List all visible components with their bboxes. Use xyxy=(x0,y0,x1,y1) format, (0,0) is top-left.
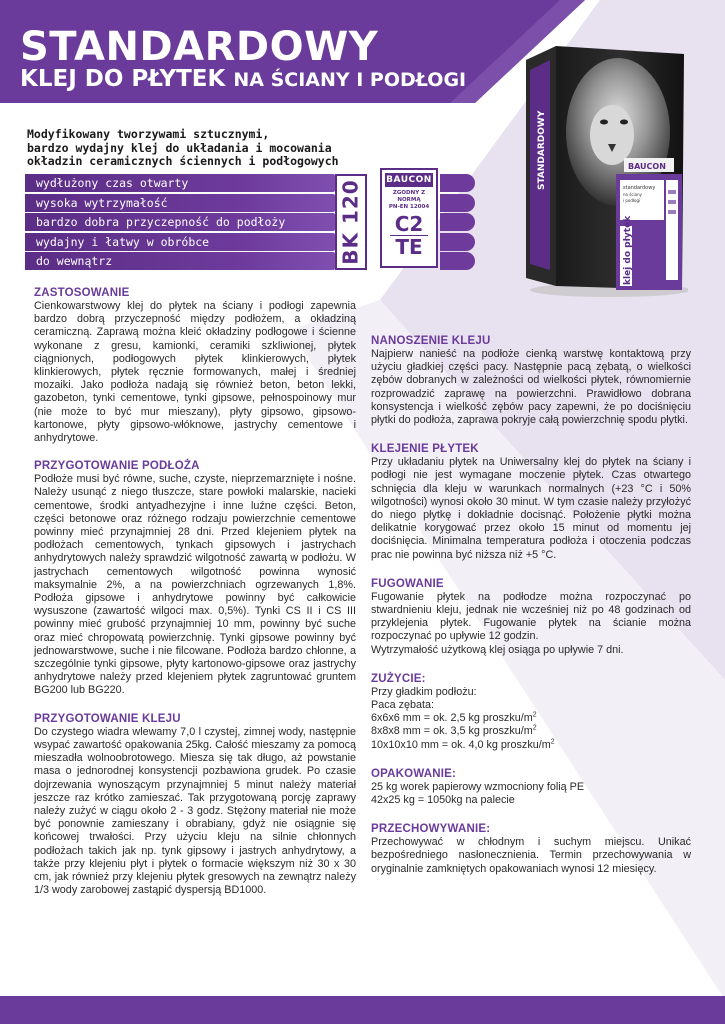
usage-line: 6x6x6 mm = ok. 2,5 kg proszku/$m^2$ xyxy=(371,711,537,725)
page-title: STANDARDOWY xyxy=(20,24,379,70)
section-heading: OPAKOWANIE: xyxy=(371,767,457,780)
section-zastosowanie xyxy=(34,286,356,445)
feature-item: do wewnątrz xyxy=(25,252,335,270)
norm-certificate-box xyxy=(380,168,438,268)
section-heading: ZASTOSOWANIE xyxy=(34,287,130,299)
page-subtitle xyxy=(20,66,466,93)
usage-line: 10x10x10 mm = ok. 4,0 kg proszku/$m^2$ xyxy=(371,738,555,751)
feature-item: wydłużony czas otwarty xyxy=(25,174,335,192)
page-header xyxy=(20,26,466,93)
intro-text xyxy=(27,128,357,169)
packaging-line: 25 kg worek papierowy wzmocniony folią PE xyxy=(371,780,585,793)
section-nanoszenie xyxy=(371,334,691,427)
class-c2: C2 xyxy=(394,212,424,236)
feature-item: wydajny i łatwy w obróbce xyxy=(25,233,335,251)
section-fugowanie xyxy=(371,577,691,657)
bag-brand: BAUCON xyxy=(628,162,666,171)
right-column xyxy=(371,334,691,891)
usage-line: Paca zębata: xyxy=(371,699,435,712)
subtitle-main: KLEJ DO PŁYTEK xyxy=(20,66,226,92)
feature-list xyxy=(25,174,335,272)
section-opakowanie xyxy=(371,767,691,807)
section-text xyxy=(371,781,691,807)
intro-line: bardzo wydajny klej do układania i mocowania xyxy=(27,140,332,155)
section-text xyxy=(371,686,691,752)
bag-small-label: na ściany xyxy=(623,192,643,197)
norm-line: PN-EN 12004 xyxy=(388,204,430,210)
feature-stripes-decor xyxy=(440,174,475,272)
section-text: Podłoże musi być równe, suche, czyste, nieprzemarznięte i nośne. Należy usunąć z niego tłuszcze, stare powłoki malarskie, nacieki cementowe, środki antyadhezyjne i inne luźne części. Beton, części betonowe oraz różnego rodzaju powierzchnie cementowe powinny mieć przynajmniej 28 dni. Przed klejeniem płytek na podłożach cementowych, tynkach gipsowych i jastrychach anhydrytowych należy sprawdzić wilgotność zawartą w podłożu. W jastrychach cementowych wilgotność powinna wynosić maksymalnie 2%, a na powierzchniach ogrzewanych 1,8%. Podłoża gipsowe i anhydrytowe powinny być całkowicie wysuszone (zawartość wilgoci max. 0,5%). Tynki CS II i CS III powinny mieć grubość przynajmniej 10 mm, powinny być suche oraz mieć chropowatą powierzchnię. Tynki gipsowe powinny być jednowarstwowe, suche i nie filcowane. Podłoża bardzo chłonne, a szczególnie tynki gipsowe, płyty kartonowo-gipsowe oraz jastrychy anhydrytowe należy przed klejeniem płytek zagruntować gruntem BG200 lub BG220. xyxy=(34,473,356,697)
section-text: Wytrzymałość użytkową klej osiąga po upływie 7 dni. xyxy=(371,643,624,656)
norm-line: ZGODNY Z NORMĄ xyxy=(392,190,426,203)
section-heading: PRZYGOTOWANIE PODŁOŻA xyxy=(34,460,200,473)
packaging-line: 42x25 kg = 1050kg na palecie xyxy=(371,794,515,807)
section-heading: PRZECHOWYWANIE: xyxy=(371,823,491,836)
product-code-badge xyxy=(335,174,367,270)
section-przygotowanie-kleju xyxy=(34,712,356,898)
product-bag-image xyxy=(520,40,688,298)
bag-vertical-label: STANDARDOWY xyxy=(537,110,547,190)
usage-line: 8x8x8 mm = ok. 3,5 kg proszku/$m^2$ xyxy=(371,724,537,738)
bag-small-label: i podłogi xyxy=(623,198,641,203)
section-text: Cienkowarstwowy klej do płytek na ściany i podłogi zapewnia bardzo dobrą przyczepność między podłożem, a okładziną ceramiczną. Zaprawą można kleić okładziny podłogowe i ścienne wykonane z gresu, kamionki, ceramiki szkliwionej, płytek ciągnionych, podłogowych płytek klinkierowych, płytek klinkierowych, płytek ręcznie formowanych, małej i średniej mozaiki. Jako podłoża nadają się również beton, beton lekki, gazobeton, tynki cementowe, tynki gipsowe, pełnospoinowy mur (nie może to być mur mieszany), płyty gipsowo, gipsowo-kartonowe, płyty gipsowo-włóknowe, jastrychy cementowe i anhydrytowe. xyxy=(34,300,356,445)
left-column xyxy=(34,286,356,911)
norm-text xyxy=(382,190,436,211)
section-text: Przechowywać w chłodnym i suchym miejscu. Unikać bezpośredniego nasłonecznienia. Termin przechowywania w oryginalnie zamkniętych opakowaniach wynosi 12 miesięcy. xyxy=(371,836,691,875)
section-heading: FUGOWANIE xyxy=(371,577,444,590)
brand-logo: BAUCON xyxy=(386,175,432,185)
class-te: TE xyxy=(390,235,428,258)
section-text: Najpierw nanieść na podłoże cienką warstwę kontaktową przy użyciu gładkiej części pacy. Następnie pacą zębatą, o wielkości zębów dobranych w zależności od wielkości płytek, równomiernie rozprowadzić zaprawę na powierzchni. Prawidłowo dobrana konsystencja i wielkość zębów pacy zapewni, że po dociśnięciu płytki do podłoża, zaprawa pokryje całą powierzchnię spodu płytki. xyxy=(371,348,691,427)
section-text: Do czystego wiadra wlewamy 7,0 l czystej, zimnej wody, następnie wsypać zawartość opakowania 25kg. Całość mieszamy za pomocą mieszadła wolnoobrotowego. Miesza się tak długo, aż powstanie masa o jednorodnej konsystencji pozbawiona grudek. Po czasie dojrzewania wynoszącym przynajmniej 5 minut należy materiał jeszcze raz krótko zamieszać. Tak przygotowaną porcję zaprawy należy zużyć w ciągu około 2 - 3 godz. Stężony materiał nie może być ponownie zamieszany i obrabiany, gdyż nie osiągnie się końcowej trwałości. Przy użyciu kleju na silnie chłonnych podłożach takich jak np. tynk gipsowy i jastrych anhydrytowy, a także przy klejeniu płyt i płytek o formacie większym niż 30 x 30 cm, jak również przy klejeniu płytek gresowych na zewnątrz należy 1/3 wody zarobowej zastąpić dyspersją BD1000. xyxy=(34,725,356,897)
footer-bar xyxy=(0,996,725,1024)
section-heading: ZUŻYCIE: xyxy=(371,672,426,685)
section-heading: KLEJENIE PŁYTEK xyxy=(371,443,479,456)
product-code: BK 120 xyxy=(339,179,364,265)
intro-line: Modyfikowany tworzywami sztucznymi, xyxy=(27,127,270,141)
section-przechowywanie xyxy=(371,822,691,876)
section-heading: PRZYGOTOWANIE KLEJU xyxy=(34,712,181,725)
section-text: Fugowanie płytek na podłodze można rozpoczynać po stwardnieniu kleju, jednak nie wcześniej niż po 48 godzinach od przyklejenia płytek. Fugowanie płytek na ścianie można rozpoczynać po upływie 12 godzin. xyxy=(371,590,691,643)
bag-small-label: standardowy xyxy=(623,185,656,191)
section-zuzycie xyxy=(371,672,691,752)
section-przygotowanie-podloza xyxy=(34,459,356,697)
usage-line: Przy gładkim podłożu: xyxy=(371,685,477,698)
subtitle-rest: NA ŚCIANY I PODŁOGI xyxy=(233,69,467,91)
section-heading: NANOSZENIE KLEJU xyxy=(371,335,491,347)
intro-line: okładzin ceramicznych ściennych i podłogowych xyxy=(27,154,339,168)
feature-item: bardzo dobra przyczepność do podłoży xyxy=(25,213,335,231)
bag-product-label: klej do płytek xyxy=(623,215,633,285)
section-text: Przy układaniu płytek na Uniwersalny klej do płytek na ściany i podłogi nie jest wymagane moczenie płytek. Czas otwartego schnięcia dla kleju w warunkach normalnych (+23 °C i 50% wilgotności) wynosi około 30 minut. W tym czasie należy przyłożyć do niego płytkę i dokładnie docisnąć. Położenie płytki można delikatnie korygować przez około 15 minut od momentu jej dociśnięcia. Minimalna temperatura podłoża i otoczenia podczas prac nie powinna być niższa niż +5 °C. xyxy=(371,456,691,561)
section-klejenie xyxy=(371,442,691,562)
feature-item: wysoka wytrzymałość xyxy=(25,194,335,212)
